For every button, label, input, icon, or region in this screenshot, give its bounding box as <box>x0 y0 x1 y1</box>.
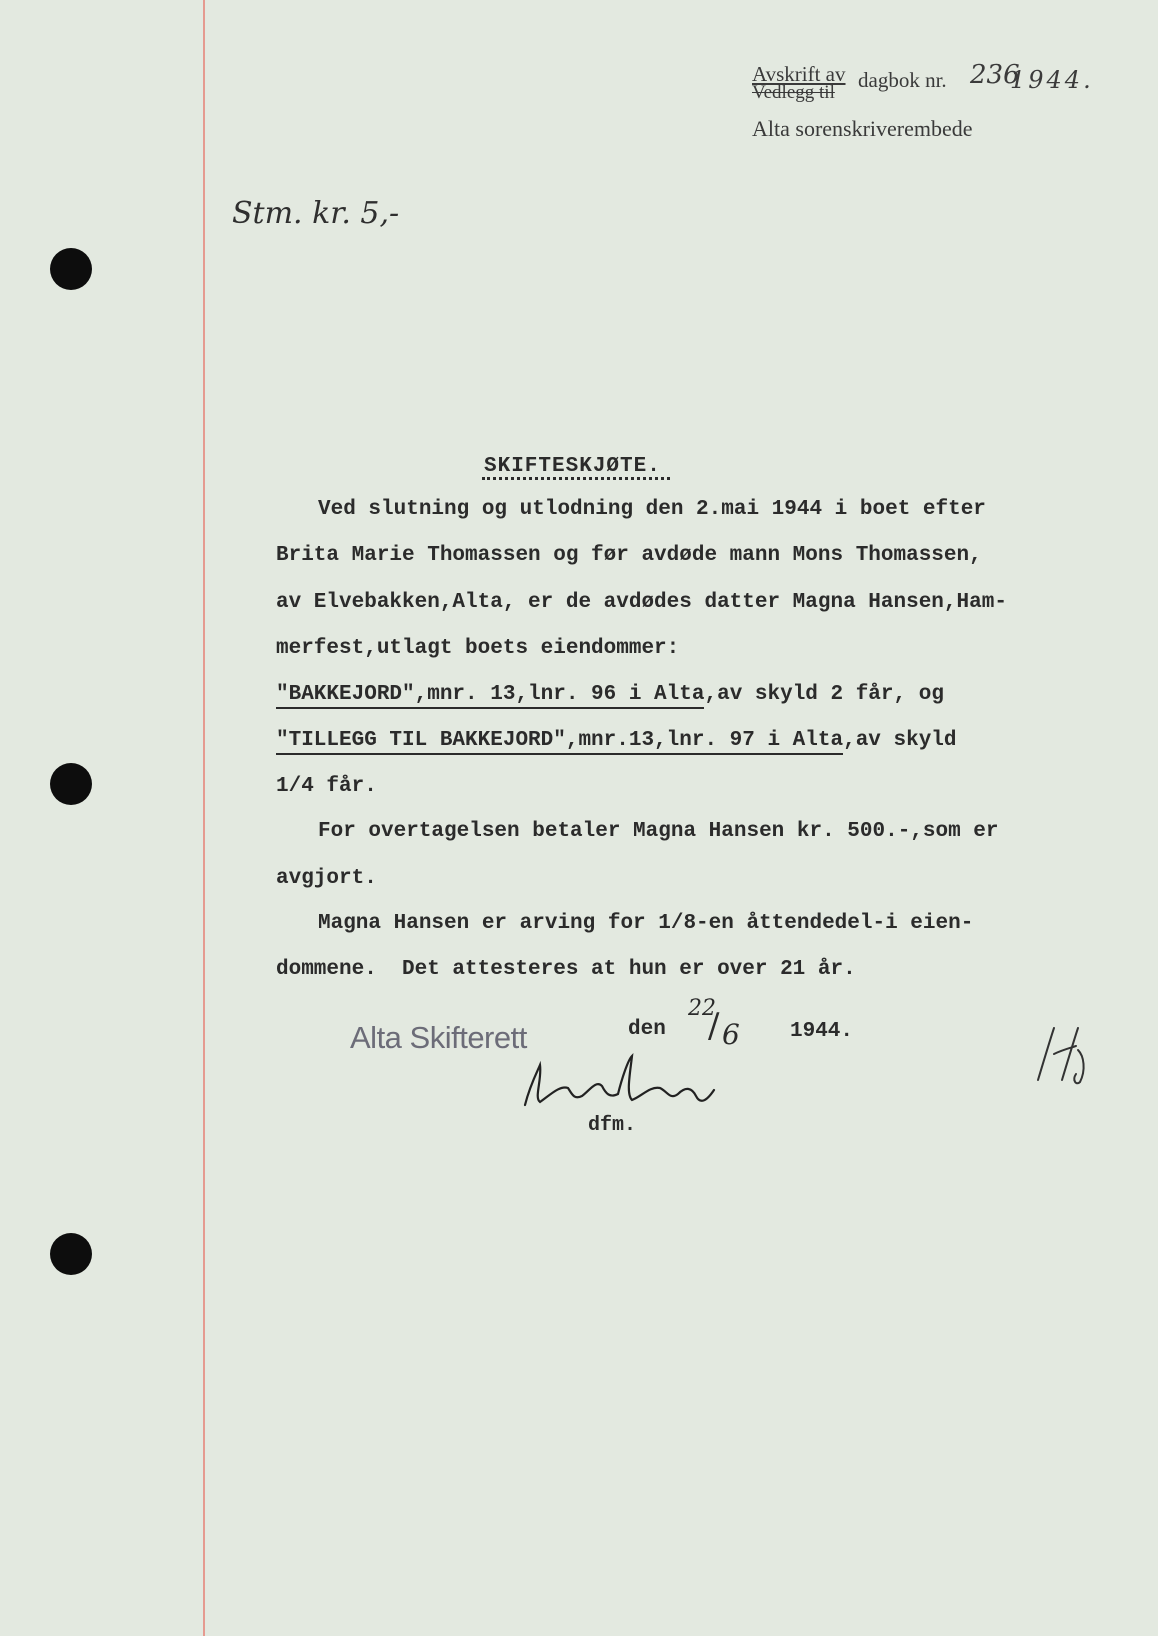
body-line: Ved slutning og utlodning den 2.mai 1944 i boet efter <box>318 498 986 521</box>
body-line: avgjort. <box>276 867 377 890</box>
body-line: dommene. Det attesteres at hun er over 21 år. <box>276 958 856 981</box>
body-line: Magna Hansen er arving for 1/8-en åttendedel-i eien- <box>318 912 974 935</box>
stamp-duty-note: Stm. kr. 5,- <box>232 196 400 231</box>
punch-hole-icon <box>50 763 92 805</box>
property-line-1 <box>276 683 944 706</box>
header-dagbok-label: dagbok nr. <box>858 68 947 92</box>
court-stamp: Alta Skifterett <box>350 1020 527 1055</box>
signature-day: 22 <box>688 996 716 1021</box>
header-office: Alta sorenskriverembede <box>752 116 973 141</box>
header-avskrift: Avskrift av <box>752 62 846 86</box>
header-vedlegg: Vedlegg til <box>752 82 835 103</box>
property-2-rest: ,av skyld <box>843 729 957 752</box>
header-dagbok-number: 236 <box>970 60 1020 90</box>
header-dagbok-year: 1944. <box>1010 66 1094 94</box>
signature-den: den <box>628 1018 666 1041</box>
property-line-2 <box>276 729 957 752</box>
property-1-name: "BAKKEJORD",mnr. 13,lnr. 96 i Alta <box>276 683 704 709</box>
document-title: SKIFTESKJØTE. <box>484 455 661 478</box>
punch-hole-icon <box>50 1233 92 1275</box>
signature-month: 6 <box>722 1018 740 1051</box>
body-line: For overtagelsen betaler Magna Hansen kr. 500.-,som er <box>318 820 999 843</box>
body-line: merfest,utlagt boets eiendommer: <box>276 637 680 660</box>
margin-rule <box>203 0 205 1636</box>
signature-title: dfm. <box>588 1114 637 1137</box>
property-1-rest: ,av skyld 2 får, og <box>704 683 944 706</box>
title-underline <box>482 463 670 480</box>
property-2-name: "TILLEGG TIL BAKKEJORD",mnr.13,lnr. 97 i Alta <box>276 729 843 755</box>
signature-year: 1944. <box>790 1020 854 1043</box>
body-line: av Elvebakken,Alta, er de avdødes datter Magna Hansen,Ham- <box>276 591 1007 614</box>
body-line: 1/4 får. <box>276 775 377 798</box>
body-line: Brita Marie Thomassen og før avdøde mann Mons Thomassen, <box>276 544 982 567</box>
punch-hole-icon <box>50 248 92 290</box>
signature-date-slash: / <box>708 1006 720 1046</box>
